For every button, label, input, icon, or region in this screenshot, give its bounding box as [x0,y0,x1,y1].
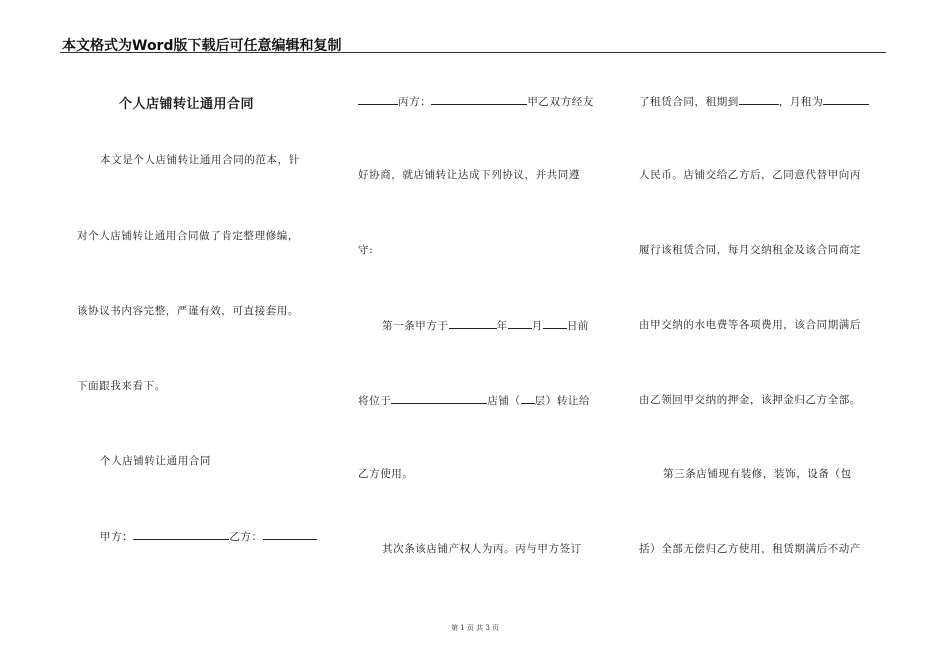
col2-line-1 [358,94,594,109]
article-1-line-3: 乙方使用。 [358,468,414,480]
col2-line-2: 好协商，就店铺转让达成下列协议，并共同遵 [358,169,580,181]
col3-line-4: 由甲交纳的水电费等各项费用，该合同期满后 [639,319,861,331]
intro-line-1: 本文是个人店铺转让通用合同的范本，针 [100,154,300,166]
location-blank [391,393,487,404]
lease-end-blank [739,94,779,105]
month-blank [508,318,532,329]
col3-line-2: 人民币。店铺交给乙方后，乙同意代替甲向丙 [639,169,861,181]
col2-line-1-tail: 甲乙双方经友 [527,96,594,108]
rent-blank [823,94,869,105]
party-c-blank [431,94,527,105]
party-b-label: 乙方： [229,531,263,543]
shop-label: 店铺（ [487,395,521,407]
article-2-line-1: 其次条该店铺产权人为丙。丙与甲方签订 [382,543,582,555]
year-blank [449,318,497,329]
lease-term-text: 了租赁合同，租期到 [639,96,739,108]
contract-subtitle: 个人店铺转让通用合同 [100,455,211,467]
day-label: 日前 [566,320,590,332]
intro-line-2: 对个人店铺转让通用合同做了肯定整理修编， [77,230,299,242]
article-1-line-2 [358,393,590,408]
floor-label: 层）转让给 [534,395,591,407]
month-label: 月 [531,320,543,332]
party-a-blank [133,529,229,540]
party-b-blank-cont [358,94,398,105]
intro-line-4: 下面跟我来看下。 [77,380,166,392]
floor-blank [521,393,535,404]
col2-line-3: 守: [358,244,374,256]
header-title: 本文格式为Word版下载后可任意编辑和复制 [62,38,342,54]
article-3-line-1: 第三条店铺现有装修，装饰，设备（包 [663,468,852,480]
party-a-label: 甲方： [100,531,134,543]
party-b-blank [263,529,317,540]
party-c-label: 丙方： [398,96,432,108]
col3-line-1 [639,94,869,109]
parties-line [100,529,317,544]
col3-line-5: 由乙领回甲交纳的押金，该押金归乙方全部。 [639,394,861,406]
col3-line-3: 履行该租赁合同，每月交纳租金及该合同商定 [639,244,861,256]
page-number: 第 1 页 共 3 页 [450,624,500,632]
article-3-line-2: 括）全部无偿归乙方使用，租赁期满后不动产 [639,543,861,555]
year-label: 年 [496,320,508,332]
header-divider [60,52,886,53]
location-label: 将位于 [358,395,392,407]
rent-label: ，月租为 [778,96,824,108]
intro-line-3: 该协议书内容完整，严谨有效，可直接套用。 [77,305,299,317]
day-blank [543,318,567,329]
article-1-line-1 [382,318,589,333]
document-title: 个人店铺转让通用合同 [119,97,255,112]
article-1-text: 第一条甲方于 [382,320,449,332]
